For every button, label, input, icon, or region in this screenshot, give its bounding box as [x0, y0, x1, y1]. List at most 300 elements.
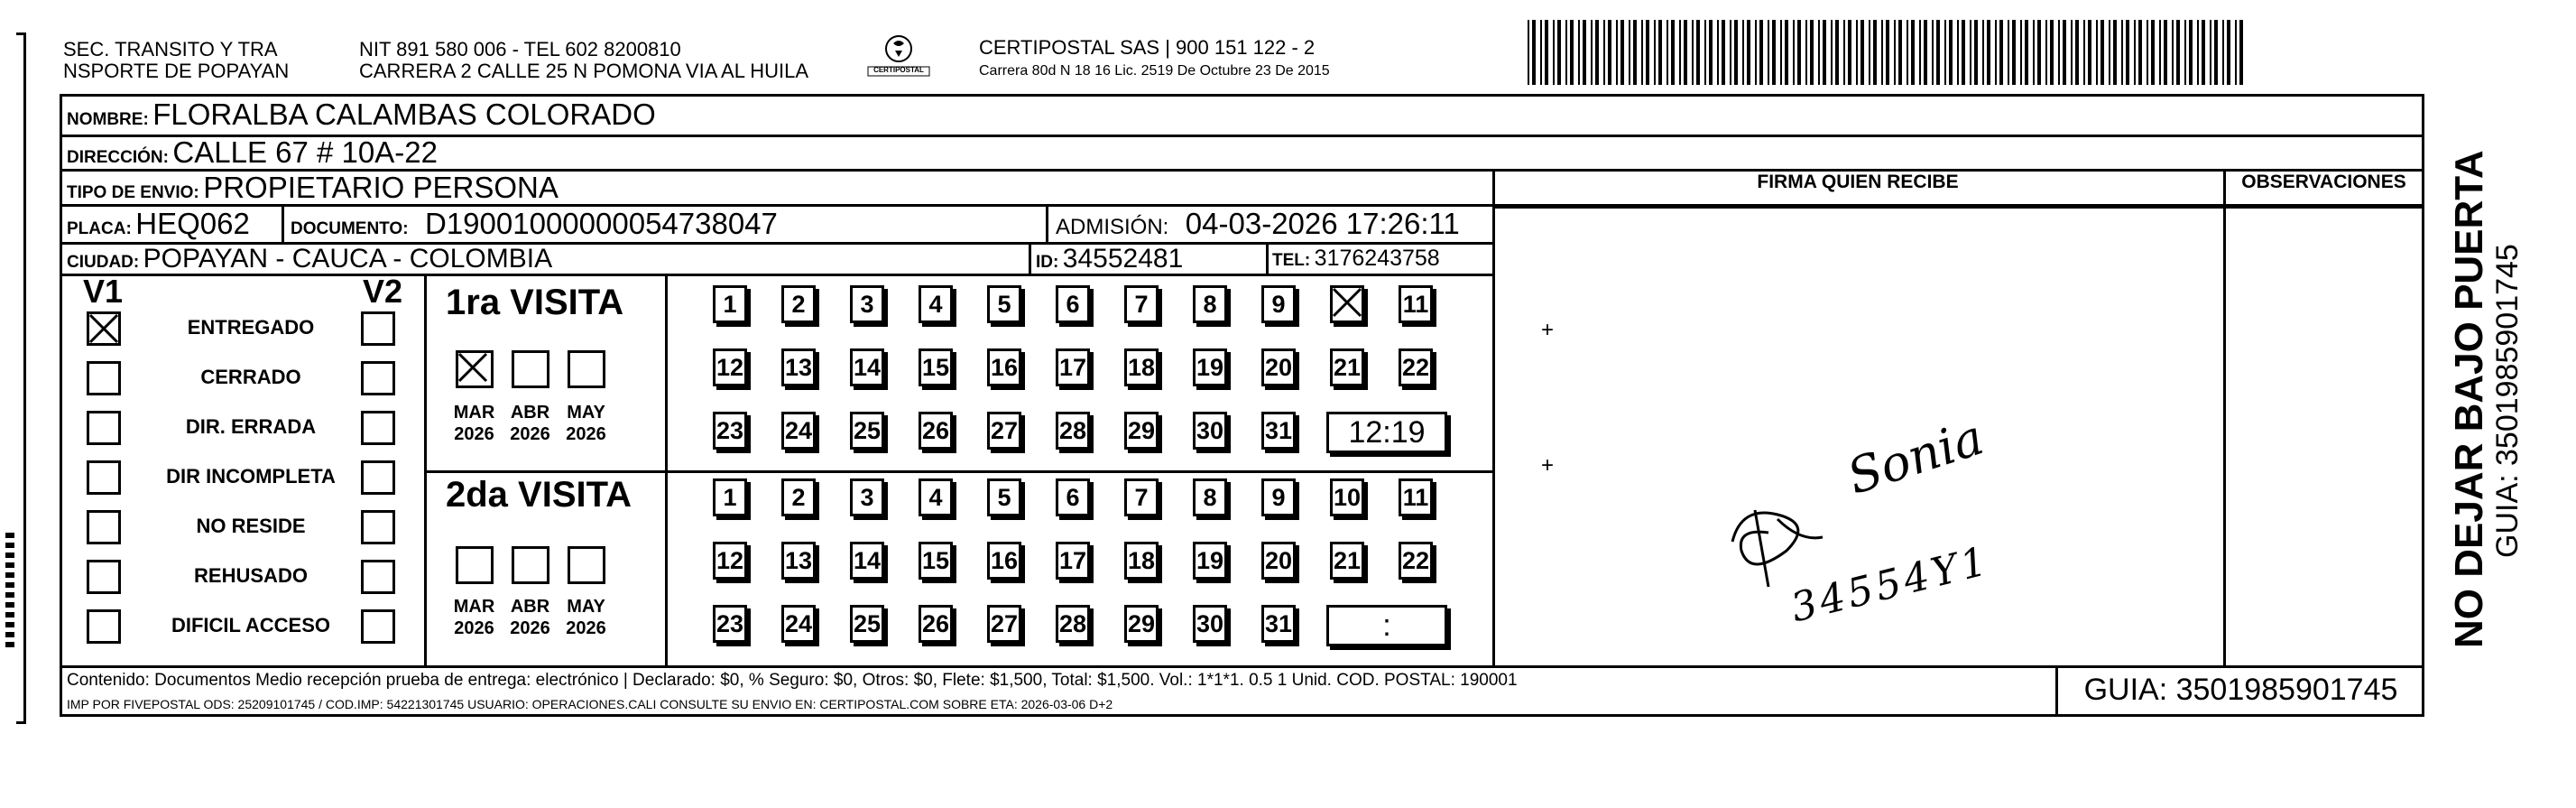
day-checkbox[interactable]	[987, 412, 1021, 450]
barcode-bar	[1641, 20, 1643, 85]
col-divider	[1266, 242, 1269, 274]
footer-line2: IMP POR FIVEPOSTAL ODS: 25209101745 / COD.IMP: 54221301745 USUARIO: OPERACIONES.CALI CONSULTE SU ENVIO EN: CERTIPOSTAL.COM SOBRE ETA: 2026-03-06 D+2	[67, 697, 1113, 711]
day-number: 19	[1196, 354, 1224, 381]
barcode-bar	[1856, 20, 1858, 85]
day-checkbox[interactable]	[781, 285, 816, 323]
day-number: 15	[921, 547, 950, 574]
day-checkbox[interactable]	[987, 605, 1021, 643]
barcode-bar	[1717, 20, 1719, 85]
reason-label: DIFICIL ACCESO	[171, 614, 330, 636]
month-year: 2026	[510, 424, 550, 444]
day-checkbox[interactable]	[1193, 605, 1227, 643]
left-margin-bracket	[16, 33, 26, 724]
barcode-bar	[2214, 20, 2218, 85]
barcode-bar	[1848, 20, 1851, 85]
v1-checkbox[interactable]	[87, 411, 121, 445]
tel-value: 3176243758	[1314, 246, 1440, 271]
day-checkbox[interactable]	[781, 412, 816, 450]
day-number: 12	[716, 547, 744, 574]
admision-label: ADMISIÓN:	[1056, 215, 1169, 239]
v1-checkbox[interactable]	[87, 560, 121, 594]
barcode-bar	[2020, 20, 2022, 85]
barcode-bar	[1658, 20, 1662, 85]
v2-checkbox[interactable]	[361, 411, 395, 445]
month-checkbox[interactable]	[456, 350, 494, 388]
day-checkbox[interactable]	[987, 542, 1021, 580]
day-number: 1	[723, 484, 737, 511]
day-checkbox[interactable]	[1399, 478, 1433, 516]
barcode-bar	[2210, 20, 2211, 85]
barcode-bar	[1919, 20, 1921, 85]
reason-label: ENTREGADO	[187, 316, 315, 339]
barcode-bar	[2235, 20, 2237, 85]
v2-checkbox[interactable]	[361, 460, 395, 495]
barcode-bar	[1898, 20, 1902, 85]
day-number: 24	[784, 610, 813, 637]
day-checkbox[interactable]	[781, 542, 816, 580]
barcode-bar	[1911, 20, 1915, 85]
day-number: 4	[928, 484, 943, 511]
id-label: ID:	[1036, 253, 1059, 272]
barcode-bar	[2058, 20, 2060, 85]
col-divider	[424, 274, 427, 665]
barcode-bar	[1970, 20, 1971, 85]
id-value: 34552481	[1062, 244, 1184, 274]
day-checkbox[interactable]	[919, 605, 953, 643]
day-checkbox[interactable]	[1261, 605, 1296, 643]
day-number: 13	[784, 354, 813, 381]
reason-label: CERRADO	[200, 366, 301, 388]
barcode-bar	[2147, 20, 2148, 85]
nombre-label: NOMBRE:	[67, 110, 149, 129]
barcode-bar	[2227, 20, 2230, 85]
tipo-envio-row	[67, 171, 559, 205]
day-number: 30	[1196, 610, 1224, 637]
month-label	[561, 402, 611, 445]
sender-line1: SEC. TRANSITO Y TRA	[63, 38, 278, 60]
side-guia: GUIA: 3501985901745	[2490, 244, 2525, 558]
barcode-bar	[2126, 20, 2129, 85]
v2-checkbox[interactable]	[361, 311, 395, 346]
day-checkbox[interactable]	[1124, 605, 1159, 643]
courier-line2: Carrera 80d N 18 16 Lic. 2519 De Octubre 23 De 2015	[979, 63, 1330, 79]
day-number: 5	[997, 291, 1011, 318]
direccion-row	[67, 135, 438, 170]
day-number: 22	[1401, 547, 1430, 574]
day-checkbox[interactable]	[1261, 542, 1296, 580]
first-visit-title: 1ra VISITA	[446, 283, 624, 322]
barcode-bar	[1835, 20, 1839, 85]
reason-label: NO RESIDE	[196, 515, 306, 537]
time-input-field[interactable]: 12:19	[1326, 412, 1447, 453]
barcode-bar	[2138, 20, 2142, 85]
ciudad-value: POPAYAN - CAUCA - COLOMBIA	[143, 244, 553, 274]
day-checkbox[interactable]	[1124, 542, 1159, 580]
day-checkbox[interactable]	[1193, 478, 1227, 516]
barcode-bar	[1785, 20, 1788, 85]
barcode-bar	[1907, 20, 1908, 85]
reason-label: REHUSADO	[194, 564, 308, 587]
day-checkbox[interactable]	[1056, 605, 1090, 643]
day-number: 9	[1271, 484, 1286, 511]
month-label	[561, 596, 611, 639]
barcode-bar	[1595, 20, 1599, 85]
day-checkbox[interactable]	[1261, 412, 1296, 450]
barcode-bar	[1734, 20, 1738, 85]
barcode-bar	[2151, 20, 2155, 85]
nit-line1: NIT 891 580 006 - TEL 602 8200810	[359, 38, 681, 60]
footer-line1: Contenido: Documentos Medio recepción prueba de entrega: electrónico | Declarado: $0, % Seguro: $0, Otros: $0, Flete: $1,500, Total: $1,500. Vol.: 1*1*1. 0.5 1 Unid. COD. POSTAL: 190001	[67, 671, 1518, 690]
barcode	[1528, 20, 2249, 85]
day-checkbox[interactable]	[1124, 348, 1159, 386]
v1-checkbox[interactable]	[87, 609, 121, 644]
barcode-bar	[2109, 20, 2110, 85]
day-checkbox[interactable]	[919, 285, 953, 323]
barcode-bar	[2197, 20, 2199, 85]
barcode-bar	[1616, 20, 1618, 85]
day-number: 2	[791, 291, 806, 318]
day-number: 17	[1058, 547, 1087, 574]
day-number: 4	[928, 291, 943, 318]
barcode-bar	[1995, 20, 1997, 85]
day-number: 29	[1127, 610, 1156, 637]
day-number: 20	[1264, 354, 1293, 381]
placa-label: PLACA:	[67, 219, 132, 238]
day-checkbox[interactable]	[1193, 348, 1227, 386]
footer-divider	[60, 665, 2424, 668]
barcode-bar	[2113, 20, 2117, 85]
col-divider	[1046, 204, 1048, 242]
col-divider	[2223, 169, 2226, 665]
barcode-bar	[1772, 20, 1776, 85]
day-checkbox[interactable]	[850, 605, 884, 643]
barcode-bar	[2176, 20, 2180, 85]
day-number: 3	[860, 291, 874, 318]
signature-mark: +	[1541, 318, 1555, 342]
time-input-field[interactable]: :	[1326, 605, 1447, 646]
day-checkbox[interactable]	[1261, 285, 1296, 323]
day-checkbox[interactable]	[1193, 542, 1227, 580]
day-checkbox[interactable]	[1056, 285, 1090, 323]
day-checkbox[interactable]	[1261, 348, 1296, 386]
day-checkbox[interactable]	[713, 478, 747, 516]
barcode-bar	[1684, 20, 1687, 85]
id-cell	[1036, 244, 1183, 274]
day-checkbox[interactable]	[1399, 285, 1433, 323]
day-number: 11	[1402, 484, 1429, 511]
barcode-bar	[1742, 20, 1744, 85]
day-number: 30	[1196, 417, 1224, 444]
col-divider	[1029, 242, 1031, 274]
month-checkbox[interactable]	[568, 350, 605, 388]
col-divider	[665, 274, 668, 665]
barcode-bar	[2088, 20, 2091, 85]
day-checkbox[interactable]	[1056, 412, 1090, 450]
barcode-bar	[1528, 20, 1529, 85]
barcode-bar	[1932, 20, 1934, 85]
day-number: 16	[990, 354, 1019, 381]
month-checkbox[interactable]	[512, 350, 549, 388]
month-label	[505, 402, 555, 445]
day-checkbox[interactable]	[987, 348, 1021, 386]
barcode-bar	[1780, 20, 1782, 85]
documento-cell	[291, 207, 778, 241]
day-number: 18	[1127, 354, 1156, 381]
barcode-bar	[1962, 20, 1965, 85]
barcode-bar	[2184, 20, 2186, 85]
day-checkbox[interactable]	[1124, 478, 1159, 516]
day-number: 10	[1333, 484, 1362, 511]
check-mark-icon	[1330, 285, 1364, 320]
day-checkbox[interactable]	[781, 605, 816, 643]
barcode-bar	[1982, 20, 1984, 85]
barcode-bar	[1949, 20, 1953, 85]
day-checkbox[interactable]	[850, 285, 884, 323]
month-checkbox[interactable]	[512, 546, 549, 584]
admision-value: 04-03-2026 17:26:11	[1185, 207, 1460, 240]
barcode-bar	[1565, 20, 1567, 85]
day-number: 31	[1264, 610, 1293, 637]
barcode-bar	[2012, 20, 2016, 85]
day-checkbox[interactable]	[1399, 348, 1433, 386]
barcode-bar	[1704, 20, 1706, 85]
day-number: 21	[1333, 547, 1362, 574]
ciudad-label: CIUDAD:	[67, 253, 140, 272]
barcode-bar	[1629, 20, 1630, 85]
placa-cell	[67, 207, 250, 241]
month-label	[449, 596, 499, 639]
day-checkbox[interactable]	[1330, 478, 1364, 516]
barcode-bar	[1894, 20, 1896, 85]
placa-value: HEQ062	[135, 207, 250, 240]
barcode-bar	[1797, 20, 1801, 85]
documento-value: D19001000000054738047	[425, 207, 778, 240]
month-name: ABR	[510, 403, 550, 423]
barcode-bar	[1603, 20, 1605, 85]
barcode-bar	[1831, 20, 1833, 85]
barcode-bar	[1755, 20, 1757, 85]
month-label	[505, 596, 555, 639]
v2-label: V2	[363, 273, 403, 310]
tipo-envio-value: PROPIETARIO PERSONA	[203, 171, 559, 204]
barcode-bar	[2071, 20, 2073, 85]
barcode-bar	[1759, 20, 1763, 85]
day-checkbox[interactable]	[713, 605, 747, 643]
nit-line2: CARRERA 2 CALLE 25 N POMONA VIA AL HUILA	[359, 60, 809, 82]
barcode-bar	[2134, 20, 2136, 85]
barcode-bar	[1532, 20, 1536, 85]
day-number: 7	[1134, 291, 1149, 318]
day-checkbox[interactable]	[919, 542, 953, 580]
day-number: 17	[1058, 354, 1087, 381]
day-checkbox[interactable]	[713, 285, 747, 323]
v1-checkbox[interactable]	[87, 460, 121, 495]
barcode-bar	[1810, 20, 1814, 85]
barcode-bar	[1987, 20, 1990, 85]
nombre-value: FLORALBA CALAMBAS COLORADO	[152, 98, 656, 131]
day-number: 14	[853, 354, 882, 381]
v2-checkbox[interactable]	[361, 560, 395, 594]
day-checkbox[interactable]	[1330, 285, 1364, 323]
month-checkbox[interactable]	[456, 546, 494, 584]
day-checkbox[interactable]	[1124, 285, 1159, 323]
barcode-bar	[2083, 20, 2085, 85]
check-mark-icon	[456, 350, 490, 385]
day-checkbox[interactable]	[713, 412, 747, 450]
month-name: MAR	[453, 403, 495, 423]
visit-divider	[424, 470, 1494, 473]
month-year: 2026	[510, 618, 550, 638]
second-visit-title: 2da VISITA	[446, 475, 632, 515]
barcode-bar	[1730, 20, 1731, 85]
day-number: 12	[716, 354, 744, 381]
day-checkbox[interactable]	[919, 412, 953, 450]
day-checkbox[interactable]	[1124, 412, 1159, 450]
day-number: 22	[1401, 354, 1430, 381]
barcode-bar	[1620, 20, 1624, 85]
day-number: 28	[1058, 417, 1087, 444]
day-checkbox[interactable]	[850, 478, 884, 516]
day-number: 7	[1134, 484, 1149, 511]
day-checkbox[interactable]	[781, 348, 816, 386]
day-number: 8	[1203, 291, 1217, 318]
day-number: 31	[1264, 417, 1293, 444]
v2-checkbox[interactable]	[361, 609, 395, 644]
barcode-bar	[2159, 20, 2161, 85]
col-divider	[282, 204, 284, 242]
logo-text: CERTIPOSTAL	[873, 66, 924, 74]
day-checkbox[interactable]	[1261, 478, 1296, 516]
barcode-bar	[1578, 20, 1580, 85]
barcode-bar	[2202, 20, 2205, 85]
day-number: 5	[997, 484, 1011, 511]
day-checkbox[interactable]	[919, 478, 953, 516]
day-checkbox[interactable]	[1056, 542, 1090, 580]
day-checkbox[interactable]	[1330, 542, 1364, 580]
month-year: 2026	[566, 618, 606, 638]
v1-checkbox[interactable]	[87, 311, 121, 346]
barcode-bar	[1869, 20, 1870, 85]
day-checkbox[interactable]	[1399, 542, 1433, 580]
no-dejar-bajo-puerta: NO DEJAR BAJO PUERTA	[2447, 150, 2491, 648]
day-number: 18	[1127, 547, 1156, 574]
month-checkbox[interactable]	[568, 546, 605, 584]
barcode-bar	[1696, 20, 1700, 85]
barcode-bar	[1646, 20, 1649, 85]
barcode-bar	[2101, 20, 2104, 85]
barcode-bar	[1570, 20, 1574, 85]
day-checkbox[interactable]	[1193, 412, 1227, 450]
day-checkbox[interactable]	[713, 348, 747, 386]
barcode-bar	[1873, 20, 1877, 85]
day-checkbox[interactable]	[919, 348, 953, 386]
day-number: 6	[1066, 291, 1080, 318]
day-number: 9	[1271, 291, 1286, 318]
day-checkbox[interactable]	[850, 348, 884, 386]
v2-checkbox[interactable]	[361, 361, 395, 395]
barcode-bar	[1633, 20, 1637, 85]
barcode-bar	[1843, 20, 1845, 85]
barcode-bar	[2121, 20, 2123, 85]
barcode-bar	[1553, 20, 1555, 85]
month-name: MAR	[453, 597, 495, 617]
month-name: MAY	[567, 403, 605, 423]
guia-box: GUIA: 3501985901745	[2083, 673, 2398, 707]
day-checkbox[interactable]	[1193, 285, 1227, 323]
day-checkbox[interactable]	[781, 478, 816, 516]
barcode-bar	[1768, 20, 1769, 85]
v1-label: V1	[83, 273, 124, 310]
tipo-envio-label: TIPO DE ENVIO:	[67, 183, 199, 202]
day-number: 15	[921, 354, 950, 381]
barcode-bar	[1557, 20, 1561, 85]
day-number: 26	[921, 610, 950, 637]
day-number: 6	[1066, 484, 1080, 511]
barcode-bar	[1823, 20, 1826, 85]
barcode-bar	[1654, 20, 1656, 85]
month-year: 2026	[454, 618, 494, 638]
day-checkbox[interactable]	[713, 542, 747, 580]
observaciones-header: OBSERVACIONES	[2241, 172, 2406, 192]
barcode-bar	[1667, 20, 1668, 85]
barcode-bar	[2025, 20, 2028, 85]
barcode-bar	[2045, 20, 2047, 85]
tel-label: TEL:	[1272, 251, 1311, 270]
day-number: 20	[1264, 547, 1293, 574]
v1-checkbox[interactable]	[87, 361, 121, 395]
day-number: 27	[990, 610, 1019, 637]
barcode-bar	[2239, 20, 2243, 85]
documento-label: DOCUMENTO:	[291, 219, 409, 238]
barcode-bar	[1886, 20, 1889, 85]
day-checkbox[interactable]	[987, 285, 1021, 323]
barcode-bar	[1709, 20, 1713, 85]
barcode-bar	[2222, 20, 2224, 85]
barcode-bar	[1583, 20, 1586, 85]
barcode-bar	[1805, 20, 1807, 85]
barcode-bar	[2050, 20, 2054, 85]
barcode-bar	[1540, 20, 1542, 85]
nombre-row	[67, 98, 656, 132]
barcode-bar	[1793, 20, 1795, 85]
reason-label: DIR INCOMPLETA	[166, 465, 336, 488]
barcode-bar	[1881, 20, 1883, 85]
check-mark-icon	[87, 311, 121, 346]
day-checkbox[interactable]	[850, 412, 884, 450]
v1-checkbox[interactable]	[87, 510, 121, 544]
day-number: 13	[784, 547, 813, 574]
day-checkbox[interactable]	[1056, 478, 1090, 516]
day-checkbox[interactable]	[987, 478, 1021, 516]
month-name: MAY	[567, 597, 605, 617]
sender-line2: NSPORTE DE POPAYAN	[63, 60, 290, 82]
barcode-bar	[1818, 20, 1820, 85]
month-year: 2026	[566, 424, 606, 444]
day-number: 2	[791, 484, 806, 511]
day-number: 1	[723, 291, 737, 318]
barcode-bar	[2164, 20, 2167, 85]
day-number: 25	[853, 610, 882, 637]
day-checkbox[interactable]	[850, 542, 884, 580]
day-checkbox[interactable]	[1056, 348, 1090, 386]
signature-name: Sonia	[1841, 408, 1990, 506]
admision-cell	[1056, 207, 1460, 241]
month-name: ABR	[510, 597, 550, 617]
v2-checkbox[interactable]	[361, 510, 395, 544]
day-number: 23	[716, 417, 744, 444]
day-checkbox[interactable]	[1330, 348, 1364, 386]
barcode-bar	[1944, 20, 1946, 85]
